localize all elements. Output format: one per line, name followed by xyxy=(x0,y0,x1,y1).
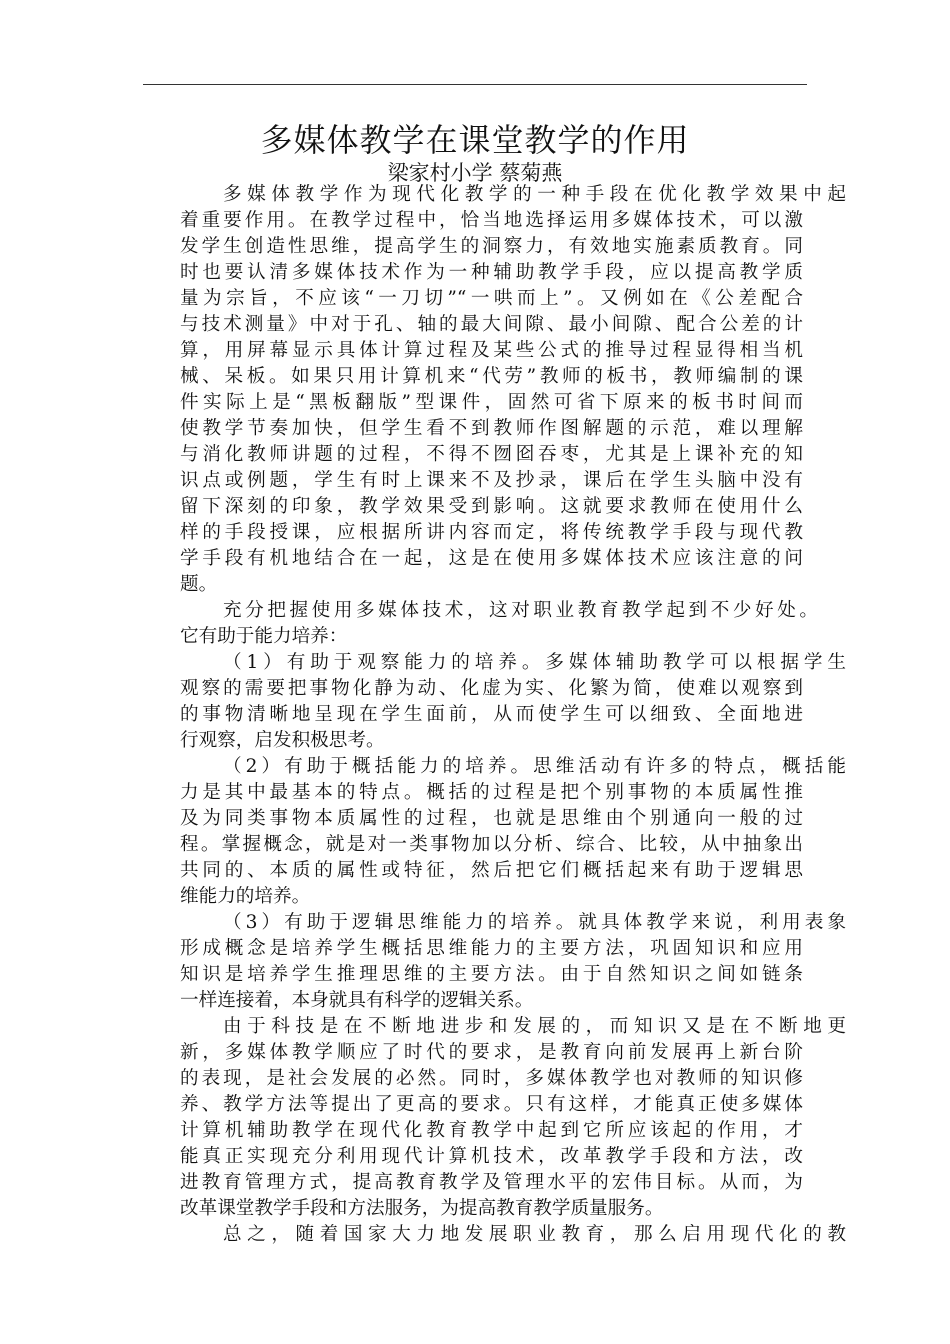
text-line: 着重要作用。在教学过程中，恰当地选择运用多媒体技术，可以激 xyxy=(180,210,803,231)
document-body xyxy=(180,182,846,1248)
document-title: 多媒体教学在课堂教学的作用 xyxy=(260,121,690,159)
text-line: 形成概念是培养学生概括思维能力的主要方法，巩固知识和应用 xyxy=(180,938,803,959)
text-line: 样的手段授课，应根据所讲内容而定，将传统教学手段与现代教 xyxy=(180,522,803,543)
text-line: 时也要认清多媒体技术作为一种辅助教学手段，应以提高教学质 xyxy=(180,262,803,283)
text-line: 观察的需要把事物化静为动、化虚为实、化繁为简，使难以观察到 xyxy=(180,678,803,699)
text-line: 共同的、本质的属性或特征，然后把它们概括起来有助于逻辑思 xyxy=(180,860,803,881)
text-line: 发学生创造性思维，提高学生的洞察力，有效地实施素质教育。同 xyxy=(180,236,803,257)
text-line: 程。掌握概念，就是对一类事物加以分析、综合、比较，从中抽象出 xyxy=(180,834,803,855)
text-line: 留下深刻的印象，教学效果受到影响。这就要求教师在使用什么 xyxy=(180,496,803,517)
text-line: 与消化教师讲题的过程，不得不囫囵吞枣，尤其是上课补充的知 xyxy=(180,444,803,465)
text-line: （2）有助于概括能力的培养。思维活动有许多的特点，概括能 xyxy=(223,756,846,777)
text-line: 械、呆板。如果只用计算机来“代劳”教师的板书，教师编制的课 xyxy=(180,366,803,387)
text-line: 力是其中最基本的特点。概括的过程是把个别事物的本质属性推 xyxy=(180,782,803,803)
text-line: （3）有助于逻辑思维能力的培养。就具体教学来说，利用表象 xyxy=(223,912,846,933)
text-line: 总之，随着国家大力地发展职业教育，那么启用现代化的教 xyxy=(223,1224,846,1245)
text-line: 的表现，是社会发展的必然。同时，多媒体教学也对教师的知识修 xyxy=(180,1068,803,1089)
text-line: 及为同类事物本质属性的过程，也就是思维由个别通向一般的过 xyxy=(180,808,803,829)
text-line: 算，用屏幕显示具体计算过程及某些公式的推导过程显得相当机 xyxy=(180,340,803,361)
text-line: 改革课堂教学手段和方法服务，为提高教育教学质量服务。 xyxy=(180,1198,664,1219)
text-line: 与技术测量》中对于孔、轴的最大间隙、最小间隙、配合公差的计 xyxy=(180,314,803,335)
text-line: 养、教学方法等提出了更高的要求。只有这样，才能真正使多媒体 xyxy=(180,1094,803,1115)
text-line: 充分把握使用多媒体技术，这对职业教育教学起到不少好处。 xyxy=(223,600,818,621)
text-line: 多媒体教学作为现代化教学的一种手段在优化教学效果中起 xyxy=(223,184,846,205)
text-line: 件实际上是“黑板翻版”型课件，固然可省下原来的板书时间而 xyxy=(180,392,803,413)
text-line: 识点或例题，学生有时上课来不及抄录，课后在学生头脑中没有 xyxy=(180,470,803,491)
text-line: 的事物清晰地呈现在学生面前，从而使学生可以细致、全面地进 xyxy=(180,704,803,725)
text-line: 学手段有机地结合在一起，这是在使用多媒体技术应该注意的问 xyxy=(180,548,803,569)
text-line: 题。 xyxy=(180,574,218,595)
text-line: 进教育管理方式，提高教育教学及管理水平的宏伟目标。从而，为 xyxy=(180,1172,803,1193)
text-line: 它有助于能力培养： xyxy=(180,626,348,647)
document-author: 梁家村小学 蔡菊燕 xyxy=(387,161,563,185)
text-line: 新，多媒体教学顺应了时代的要求，是教育向前发展再上新台阶 xyxy=(180,1042,803,1063)
text-line: 行观察，启发积极思考。 xyxy=(180,730,385,751)
text-line: （1）有助于观察能力的培养。多媒体辅助教学可以根据学生 xyxy=(223,652,846,673)
text-line: 由于科技是在不断地进步和发展的，而知识又是在不断地更 xyxy=(223,1016,846,1037)
text-line: 知识是培养学生推理思维的主要方法。由于自然知识之间如链条 xyxy=(180,964,803,985)
text-line: 能真正实现充分利用现代计算机技术，改革教学手段和方法，改 xyxy=(180,1146,803,1167)
text-line: 计算机辅助教学在现代化教育教学中起到它所应该起的作用，才 xyxy=(180,1120,803,1141)
text-line: 维能力的培养。 xyxy=(180,886,311,907)
text-line: 一样连接着，本身就具有科学的逻辑关系。 xyxy=(180,990,534,1011)
text-line: 使教学节奏加快，但学生看不到教师作图解题的示范，难以理解 xyxy=(180,418,803,439)
header-rule xyxy=(143,84,807,85)
text-line: 量为宗旨，不应该“一刀切”“一哄而上”。又例如在《公差配合 xyxy=(180,288,803,309)
